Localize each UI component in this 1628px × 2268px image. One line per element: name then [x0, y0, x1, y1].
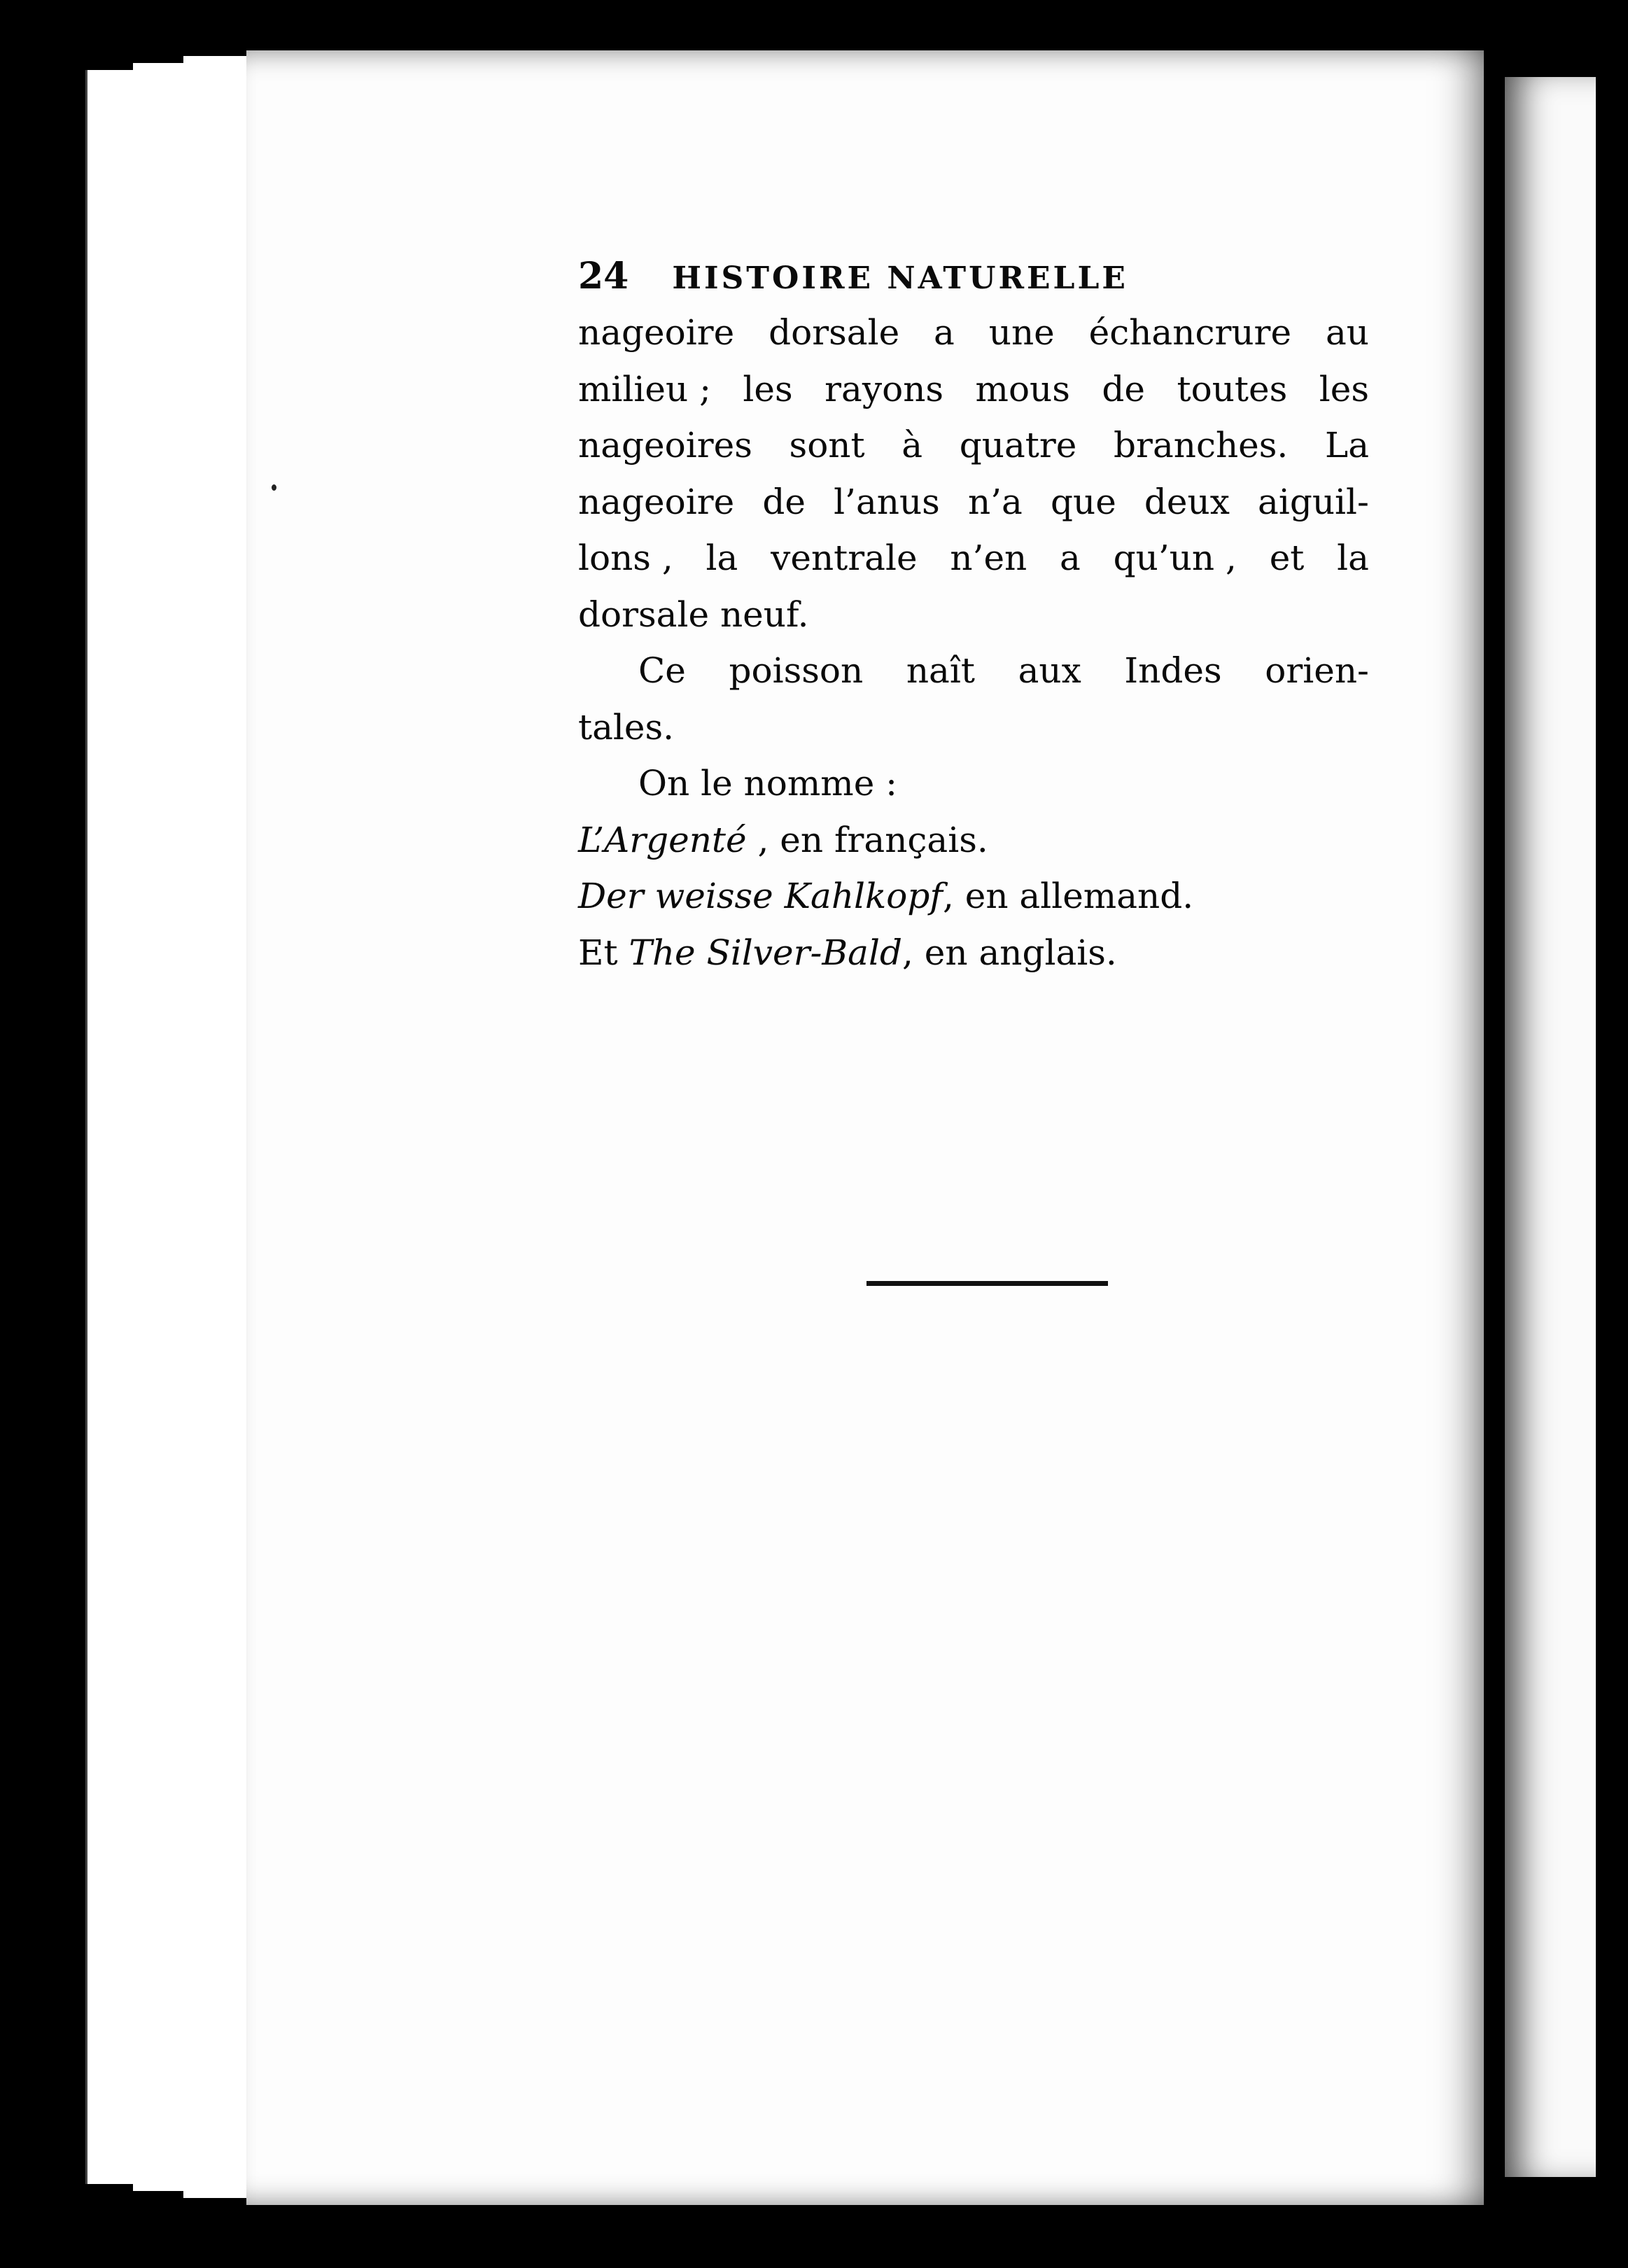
text-line [578, 643, 1369, 699]
word: de [762, 481, 806, 522]
word: nageoires [578, 425, 752, 465]
word: que [1050, 481, 1116, 522]
word: a [934, 312, 955, 353]
word: nageoire [578, 312, 735, 353]
word: et [1269, 538, 1305, 578]
word: milieu ; [578, 368, 711, 410]
word: à [901, 425, 923, 465]
name-english [578, 925, 1369, 981]
word: une [988, 312, 1055, 353]
word: de [1102, 368, 1146, 410]
french-label: , en français. [746, 819, 988, 860]
word: les [1319, 368, 1369, 410]
ink-speck [272, 484, 276, 491]
word: orien- [1265, 650, 1369, 691]
word: les [743, 368, 793, 410]
text-line [578, 474, 1369, 531]
word: Ce [638, 650, 686, 691]
name-german [578, 868, 1369, 925]
word: La [1324, 425, 1369, 465]
word: la [706, 538, 738, 578]
word: l’anus [834, 481, 940, 522]
german-label: , en allemand. [942, 876, 1194, 916]
word: aux [1018, 650, 1081, 691]
word: poisson [729, 650, 864, 691]
page-edge [183, 56, 251, 2198]
word: nageoire [578, 481, 735, 522]
word: a [1060, 538, 1081, 578]
running-title: HISTOIRE NATURELLE [672, 260, 1128, 296]
name-french [578, 812, 1369, 869]
word: qu’un , [1113, 538, 1237, 578]
text-line [578, 530, 1369, 587]
word: dorsale [769, 312, 900, 353]
english-name: The Silver-Bald [629, 932, 902, 973]
word: Indes [1124, 650, 1222, 691]
common-names [578, 755, 1369, 981]
word: deux [1144, 481, 1230, 522]
word: sont [789, 425, 865, 465]
word: au [1325, 312, 1369, 353]
page-text [578, 248, 1369, 981]
facing-page [1505, 77, 1596, 2177]
word: quatre [959, 425, 1077, 465]
text-line: dorsale neuf. [578, 594, 809, 635]
text-line [578, 304, 1369, 361]
word: ventrale [771, 538, 918, 578]
word: la [1337, 538, 1369, 578]
paragraph-description [578, 304, 1369, 643]
german-name: Der weisse Kahlkopf [578, 876, 943, 916]
running-header [578, 248, 1369, 304]
word: échancrure [1088, 312, 1292, 353]
word: n’en [950, 538, 1027, 578]
text-line [578, 417, 1369, 474]
word: mous [975, 368, 1070, 410]
word: branches. [1114, 425, 1289, 465]
names-intro: On le nomme : [638, 763, 898, 804]
facing-page-mark [1608, 402, 1611, 418]
word: n’a [967, 481, 1023, 522]
text-line [578, 361, 1369, 418]
section-end-rule [866, 1281, 1108, 1286]
english-prefix: Et [578, 932, 629, 973]
english-label: , en anglais. [901, 932, 1117, 973]
page-number: 24 [578, 255, 629, 298]
text-line: tales. [578, 706, 675, 748]
word: aiguil- [1258, 481, 1369, 522]
word: naît [906, 650, 975, 691]
word: rayons [824, 368, 944, 410]
word: toutes [1177, 368, 1288, 410]
paragraph-origin [578, 643, 1369, 755]
word: lons , [578, 538, 673, 578]
french-name: L’Argenté [578, 819, 747, 860]
